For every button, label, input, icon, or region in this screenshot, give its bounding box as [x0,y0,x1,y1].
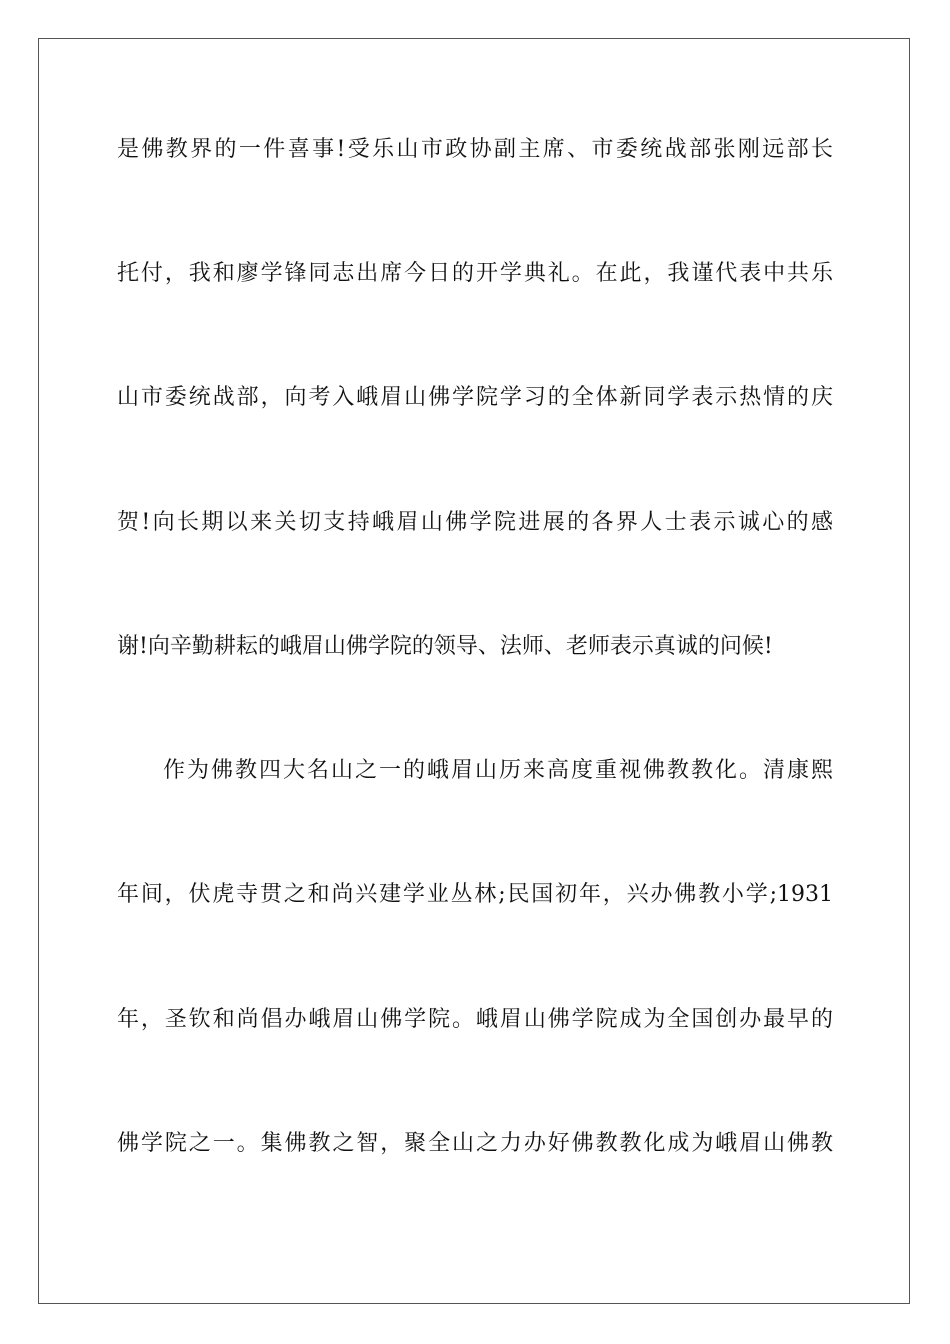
paragraph-line-4: 贺!向长期以来关切支持峨眉山佛学院进展的各界人士表示诚心的感 [117,510,833,535]
paragraph-line-2: 托付，我和廖学锋同志出席今日的开学典礼。在此，我谨代表中共乐 [117,261,833,286]
paragraph-line-3: 山市委统战部，向考入峨眉山佛学院学习的全体新同学表示热情的庆 [117,385,833,410]
page-frame [38,38,910,1304]
paragraph-line-5: 谢!向辛勤耕耘的峨眉山佛学院的领导、法师、老师表示真诚的问候! [117,634,773,659]
paragraph-line-6: 作为佛教四大名山之一的峨眉山历来高度重视佛教教化。清康熙 [163,758,833,783]
paragraph-line-7: 年间，伏虎寺贯之和尚兴建学业丛林;民国初年，兴办佛教小学;1931 [117,882,833,907]
paragraph-line-8: 年，圣钦和尚倡办峨眉山佛学院。峨眉山佛学院成为全国创办最早的 [117,1007,833,1032]
paragraph-line-9: 佛学院之一。集佛教之智，聚全山之力办好佛教教化成为峨眉山佛教 [117,1131,833,1156]
paragraph-line-1: 是佛教界的一件喜事!受乐山市政协副主席、市委统战部张刚远部长 [117,137,833,162]
